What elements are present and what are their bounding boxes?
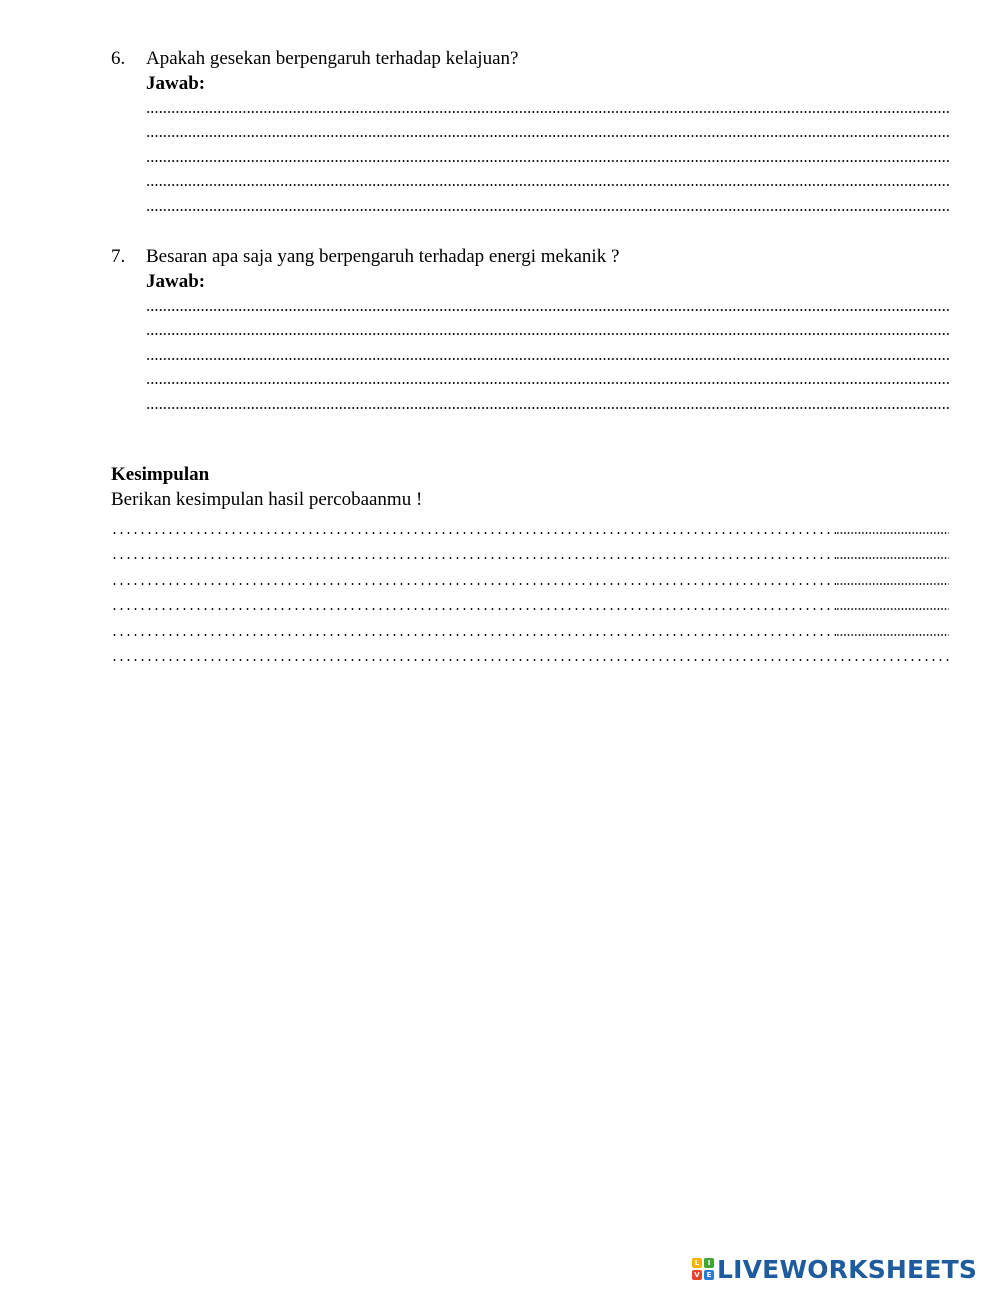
- conclusion-section: [111, 462, 951, 667]
- answer-line[interactable]: [146, 366, 949, 391]
- answer-label: Jawab:: [146, 271, 206, 292]
- logo-square-l: L: [692, 1258, 702, 1268]
- conclusion-line[interactable]: [111, 514, 949, 540]
- conclusion-line[interactable]: [111, 591, 949, 617]
- logo-wordmark: LIVEWORKSHEETS: [717, 1254, 978, 1284]
- logo-square-v: V: [692, 1270, 702, 1280]
- answer-line[interactable]: [146, 292, 949, 317]
- conclusion-line-tail: [836, 608, 949, 610]
- answer-area[interactable]: [146, 94, 949, 217]
- answer-line[interactable]: [146, 341, 949, 366]
- answer-line[interactable]: [146, 317, 949, 342]
- question-text: Besaran apa saja yang berpengaruh terhadap energi mekanik ?: [146, 246, 620, 267]
- conclusion-prompt: Berikan kesimpulan hasil percobaanmu !: [111, 489, 423, 510]
- answer-line[interactable]: [146, 192, 949, 217]
- conclusion-answer-area[interactable]: [111, 514, 949, 667]
- logo-mark-icon: [692, 1258, 714, 1280]
- answer-line[interactable]: [146, 119, 949, 144]
- conclusion-line[interactable]: [111, 642, 949, 668]
- conclusion-title: Kesimpulan: [111, 464, 210, 485]
- conclusion-line[interactable]: [111, 616, 949, 642]
- answer-line[interactable]: [146, 390, 949, 415]
- logo-square-i: I: [704, 1258, 714, 1268]
- conclusion-line[interactable]: [111, 540, 949, 566]
- logo-square-e: E: [704, 1270, 714, 1280]
- question-number: 7.: [111, 246, 126, 267]
- answer-line[interactable]: [146, 94, 949, 119]
- answer-line[interactable]: [146, 168, 949, 193]
- answer-area[interactable]: [146, 292, 949, 415]
- conclusion-line-tail: [836, 634, 949, 636]
- conclusion-line-tail: [836, 583, 949, 585]
- conclusion-line-tail: [836, 557, 949, 559]
- conclusion-line-tail: [836, 532, 949, 534]
- question-number: 6.: [111, 48, 126, 69]
- question-text: Apakah gesekan berpengaruh terhadap kelajuan?: [146, 48, 519, 69]
- answer-line[interactable]: [146, 143, 949, 168]
- conclusion-line[interactable]: [111, 565, 949, 591]
- liveworksheets-logo: [692, 1254, 977, 1284]
- answer-label: Jawab:: [146, 73, 206, 94]
